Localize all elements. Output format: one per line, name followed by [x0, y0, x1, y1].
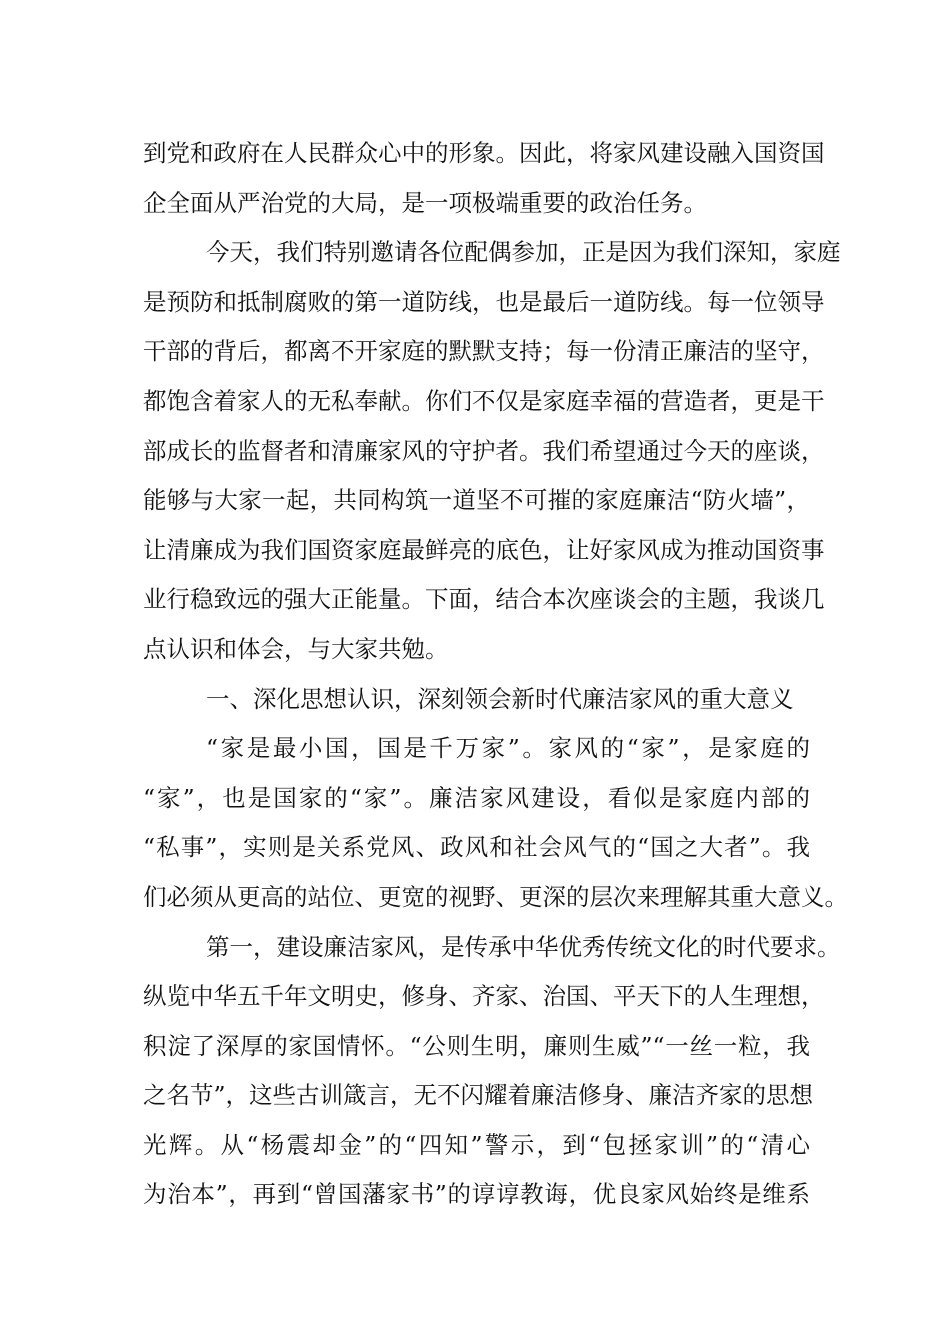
paragraph-line: 让清廉成为我们国资家庭最鲜亮的底色，让好家风成为推动国资事: [143, 535, 825, 564]
paragraph-line: 光辉。从“杨震却金”的“四知”警示，到“包拯家训”的“清心: [143, 1130, 810, 1159]
section-heading: 一、深化思想认识，深刻领会新时代廉洁家风的重大意义: [206, 684, 794, 713]
paragraph-line: “家”，也是国家的“家”。廉洁家风建设，看似是家庭内部的: [143, 783, 810, 812]
paragraph-line: 纵览中华五千年文明史，修身、齐家、治国、平天下的人生理想，: [143, 982, 825, 1011]
paragraph-line: 之名节”，这些古训箴言，无不闪耀着廉洁修身、廉洁齐家的思想: [143, 1081, 814, 1110]
paragraph-line: 今天，我们特别邀请各位配偶参加，正是因为我们深知，家庭: [206, 238, 841, 267]
paragraph-line: 为治本”，再到“曾国藩家书”的谆谆教诲，优良家风始终是维系: [143, 1180, 810, 1209]
paragraph-line: 是预防和抵制腐败的第一道防线，也是最后一道防线。每一位领导: [143, 287, 825, 316]
paragraph-line: 干部的背后，都离不开家庭的默默支持；每一份清正廉洁的坚守，: [143, 337, 825, 366]
paragraph-line: “家是最小国，国是千万家”。家风的“家”，是家庭的: [206, 734, 810, 763]
paragraph-line: 都饱含着家人的无私奉献。你们不仅是家庭幸福的营造者，更是干: [143, 386, 825, 415]
document-body: [143, 133, 848, 1224]
paragraph-line: 点认识和体会，与大家共勉。: [143, 634, 449, 663]
paragraph-line: “私事”，实则是关系党风、政风和社会风气的“国之大者”。我: [143, 833, 810, 862]
paragraph-line: 到党和政府在人民群众心中的形象。因此，将家风建设融入国资国: [143, 139, 825, 167]
paragraph-line: 第一，建设廉洁家风，是传承中华优秀传统文化的时代要求。: [206, 932, 841, 961]
paragraph-line: 企全面从严治党的大局，是一项极端重要的政治任务。: [143, 188, 707, 217]
paragraph-line: 部成长的监督者和清廉家风的守护者。我们希望通过今天的座谈，: [143, 436, 825, 465]
paragraph-line: 积淀了深厚的家国情怀。“公则生明，廉则生威”“一丝一粒，我: [143, 1031, 810, 1060]
paragraph-line: 业行稳致远的强大正能量。下面，结合本次座谈会的主题，我谈几: [143, 585, 825, 614]
paragraph-line: 们必须从更高的站位、更宽的视野、更深的层次来理解其重大意义。: [143, 882, 848, 911]
paragraph-line: 能够与大家一起，共同构筑一道坚不可摧的家庭廉洁“防火墙”，: [143, 486, 810, 515]
